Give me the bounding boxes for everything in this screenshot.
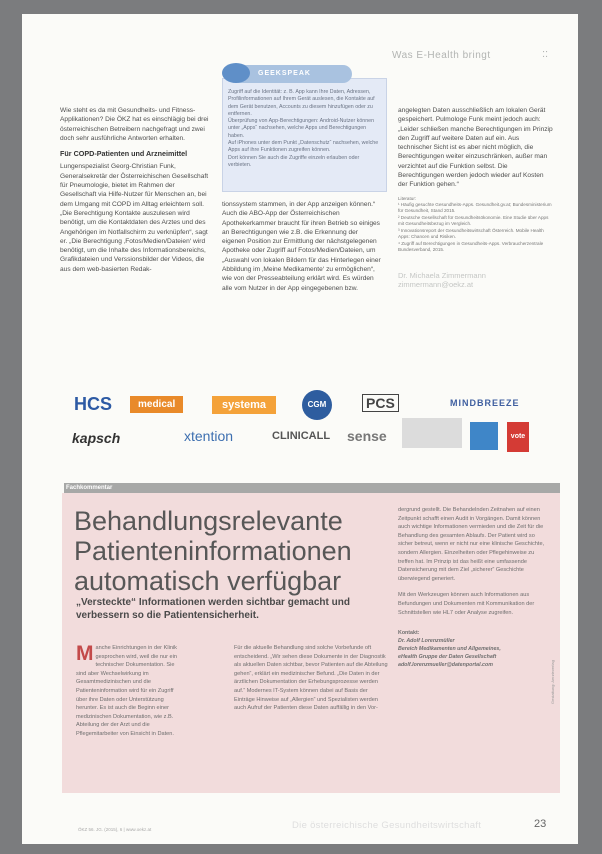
subheading: Für COPD-Patienten und Arzneimittel bbox=[60, 149, 188, 159]
speech-bubble-icon bbox=[222, 63, 250, 83]
logo-mindbreeze: MINDBREEZE bbox=[450, 398, 520, 408]
contact-label: Kontakt: bbox=[398, 630, 420, 637]
section-label: Fachkommentar bbox=[66, 485, 113, 491]
side-credit: Gestaltung: Aerzteverlag bbox=[550, 660, 555, 704]
logo-xtention: xtention bbox=[184, 428, 234, 444]
paragraph: Für die aktuelle Behandlung sind solche Vorbefunde oft entscheidend. „Wir sehen diese Dokumente in der Diagnostik als aktuellen Daten sichtbar, bevor Patienten auf die Abteilung gehen“, erklärt ein medizinischer Befund. „Die Daten in der ärztlichen Dokumentation der Erhebungsprozesse werden auf.“ Modernes IT-System können dabei auf Basis der Einträge Hinweise auf „Allergien“ und Spezialisten werden auch Aufruf der Patienten diese Daten auffällig in den Vor- bbox=[234, 645, 388, 712]
title-line: Behandlungsrelevante bbox=[74, 506, 343, 536]
author-email: zimmermann@oekz.at bbox=[398, 280, 474, 290]
title-line: automatisch verfügbar bbox=[74, 566, 342, 596]
magazine-page bbox=[22, 14, 578, 844]
footer-info: ÖKZ 56. JG. (2015), 6 | www.oekz.at bbox=[78, 827, 152, 832]
paragraph: anche Einrichtungen in der Klinik gesprochen wird, weil die nur ein technischer Dokumentation. Sie sind aber Wechselwirkung im Gesamtmedizinischen und die Patienteninformation wird für ein Zugriff über ihre Daten oder Unterstützung herunter. Es ist auch die Beginn einer medizinischen Dokumentation, wie z.B. Abteilung der der Arzt und die Pflegemitarbeiter von Einsicht in Daten. bbox=[76, 645, 177, 737]
comment-column-2 bbox=[234, 644, 388, 713]
author-name: Dr. Michaela Zimmermann bbox=[398, 271, 486, 281]
logo-square bbox=[470, 422, 498, 450]
logo-hcs: HCS bbox=[74, 394, 113, 414]
contact-name: Dr. Adolf Lorenzmüller bbox=[398, 638, 455, 645]
paragraph: Mit den Werkzeugen können auch Informationen aus Befundungen und Dokumenten mit Kommunikation der Schnittstellen wie HL7 oder Analyse zugreifen. bbox=[398, 592, 535, 616]
comment-column-1 bbox=[76, 644, 180, 739]
geekspeak-line: Auf iPhones unter dem Punkt „Datenschutz“ nachsehen, welche Apps auf ihre Funktionen zugreifen können. bbox=[228, 140, 379, 154]
contact-org: eHealth Gruppe der Daten Gesellschaft bbox=[398, 654, 497, 661]
drop-cap: M bbox=[76, 642, 94, 665]
paragraph: dergrund gestellt. Die Behandelnden Zeitnahen auf einen Zeitpunkt schafft einen Audit in Vorgängen. Damit können auch wichtige Informationen vermieden und die Zeit für die Behandlung des gesamten Ablaufs. Der Patient wird so sicher betreut, wenn er nicht nur eine klinische Geschichte, sondern Allergien. Einzelheiten oder Pflegehinweise zu treffen hat. Im Prinzip ist das heißt eine umfassende Datensicherung mit dem Ziel „sicherer“ Geschichte überwiegend generiert. bbox=[398, 507, 545, 582]
section-header-dots: :: bbox=[542, 48, 549, 60]
logo-kapsch: kapsch bbox=[72, 430, 121, 446]
paragraph: angelegten Daten ausschließlich am lokalen Gerät gespeichert. Pulmologe Funk meint jedoch auch: „Leider schließen manche Berechtigungen im Prinzip den Zugriff auf weitere Daten auf ein. Aus technischer Sicht ist es aber nicht möglich, die Berechtigungen weiter einzuschränken, außer man verzichtet auf die Funktion selbst. Die Berechtigungen werden jedoch wieder auf Kosten der Funktion gehen.“ bbox=[398, 107, 553, 189]
page-number: 23 bbox=[534, 818, 547, 830]
logo-vote: vote bbox=[507, 422, 529, 452]
article-lead: „Versteckte“ Informationen werden sichtbar gemacht und verbessern so die Patientensicherheit. bbox=[76, 597, 350, 621]
footer-magazine-name: Die österreichische Gesundheitswirtschaft bbox=[292, 820, 482, 831]
logo-sense: sense bbox=[347, 428, 387, 444]
reference-item: ³ Innovationsreport der Gesundheitswirtschaft Österreich. Mobile Health Apps: Chancen und Risiken. bbox=[398, 227, 544, 240]
section-bar bbox=[64, 483, 560, 493]
logo-systema: systema bbox=[212, 396, 276, 414]
paragraph: Lungenspezialist Georg-Christian Funk, Generalsekretär der Österreichischen Gesellschaft für Pneumologie, bietet im Rahmen der Gesellschaft via Hilfe-Nutzer für Menschen an, bei dem Umgang mit COPD im Alltag erleichtern soll. „Die Berechtigung Kontakte auszulesen wird benötigt, um die Kontaktdaten des Arztes und des Angehörigen im Notfallschirm zu verknüpfen“, sagt er. „Die Berechtigung ‚Fotos/Medien/Dateien‘ wird benötigt, um die Inhalte des Informationsbereichs, Grafikdateien und Verssionsbilder der Videos, die aus dem web-basierten Redak- bbox=[60, 163, 209, 273]
logo-cgm: CGM bbox=[302, 390, 332, 420]
logo-placeholder bbox=[402, 418, 462, 448]
geekspeak-badge: GEEKSPEAK bbox=[232, 65, 352, 83]
geekspeak-text bbox=[228, 89, 380, 169]
reference-item: ² Deutsche Gesellschaft für Gesundheitsökonomie. Eine Studie über Apps mit Gesundheitsbezug im Vergleich. bbox=[398, 214, 549, 227]
paragraph: Wie steht es da mit Gesundheits- und Fitness-Applikationen? Die ÖKZ hat es einschlägig bei drei österreichischen Betreibern nachgefragt und zwei doch sehr ausführliche Antworten erhalten. bbox=[60, 107, 209, 142]
geekspeak-line: Dort können Sie auch die Zugriffe einzeln erlauben oder verbieten. bbox=[228, 154, 360, 168]
logo-pcs: PCS bbox=[362, 394, 399, 412]
article-column-3 bbox=[398, 106, 554, 289]
article-title bbox=[74, 506, 414, 596]
author-signature bbox=[398, 271, 554, 289]
section-header: Was E-Health bringt bbox=[392, 50, 491, 61]
logo-medical: medical bbox=[130, 396, 183, 413]
paragraph: tionssystem stammen, in der App anzeigen können.“ Auch die ABO-App der Österreichischen Apothekerkammer braucht für ihren Betrieb so einiges an Berechtigungen wie z.B. die Erkennung der eigenen Position zur Ermittlung der nächstgelegenen Apotheke oder Zugriff auf Fotos/Medien/Dateien, um „Auswahl von lokalen Bildern für das Hinterlegen einer Abbildung im ‚Meine Medikamente‘ zu ermöglichen“, wie von der Presseabteilung erklärt wird. Es würden alle vom Nutzer in der App eingegebenen bzw. bbox=[222, 201, 381, 292]
geekspeak-line: Überprüfung von App-Berechtigungen: Android-Nutzer können unter „Apps“ nachsehen, welche Apps und Berechtigungen haben. bbox=[228, 118, 375, 139]
contact-role: Bereich Medikamenten und Allgemeines, bbox=[398, 646, 501, 653]
geekspeak-line: Zugriff auf die Identität: z. B. App kann Ihre Daten, Adressen, Profilinformationen auf Ihrem Gerät auslesen, die Kontakte auf dem Gerät benutzen, Accounts zu diesem hinzufügen oder zu entfernen. bbox=[228, 89, 375, 117]
comment-column-3 bbox=[398, 506, 548, 669]
title-line: Patienteninformationen bbox=[74, 536, 352, 566]
contact-block bbox=[398, 629, 548, 669]
reference-item: ⁴ Zugriff auf Berechtigungen in Gesundheits-Apps. Verbraucherzentrale Bundesverband, 2015. bbox=[398, 240, 544, 252]
article-column-2 bbox=[222, 200, 382, 299]
article-column-1 bbox=[60, 106, 210, 280]
contact-email: adolf.lorenzmueller@datenportal.com bbox=[398, 662, 493, 669]
sponsor-logos bbox=[62, 382, 552, 472]
reference-item: ¹ Häufig gesuchte Gesundheits-Apps. Gesundheit.gv.at; Bundesministerium für Gesundheit, Stand 2015. bbox=[398, 202, 552, 214]
references bbox=[398, 196, 554, 254]
logo-clinicall: CLINICALL bbox=[272, 430, 331, 442]
references-title: Literatur: bbox=[398, 195, 417, 201]
